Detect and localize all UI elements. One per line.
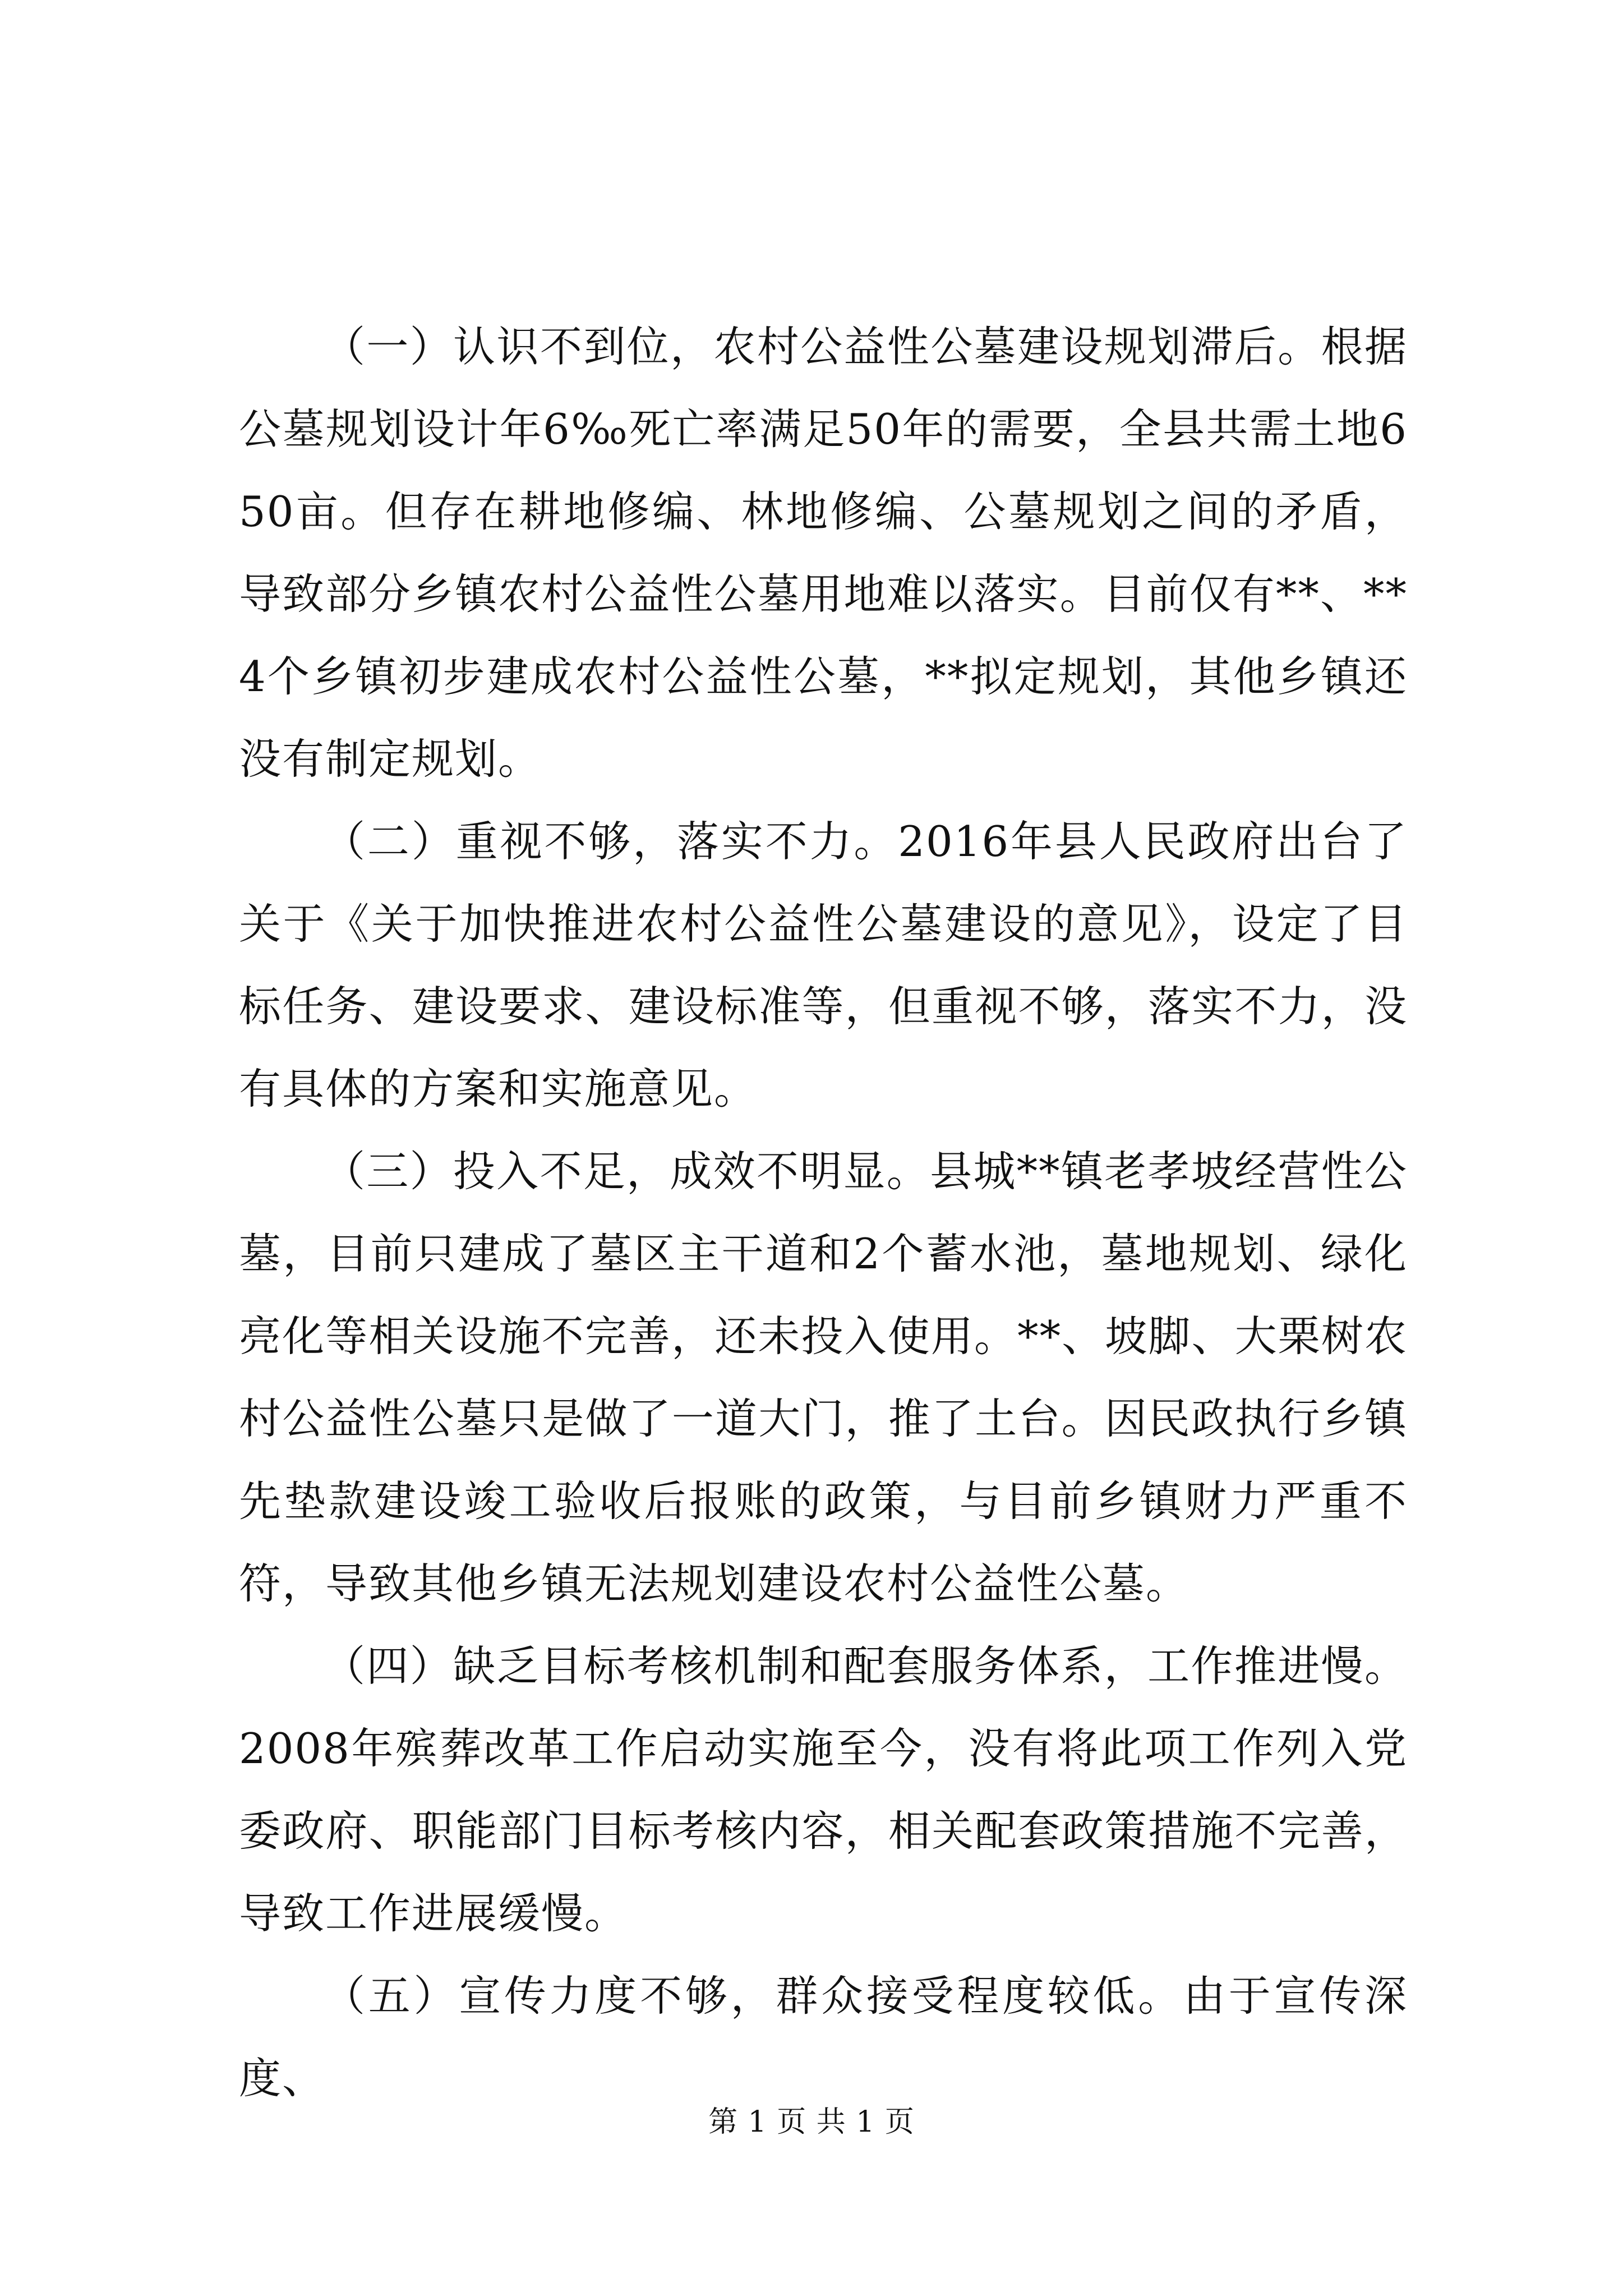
paragraph-2: （二）重视不够，落实不力。2016年县人民政府出台了关于《关于加快推进农村公益性公墓建设的意见》，设定了目标任务、建设要求、建设标准等，但重视不够，落实不力，没有具体的方案和实施意见。: [239, 817, 1408, 1114]
paragraph-5: （五）宣传力度不够，群众接受程度较低。由于宣传深度、: [239, 1971, 1408, 2103]
paragraph-1: （一）认识不到位，农村公益性公墓建设规划滞后。根据公墓规划设计年6‰死亡率满足50年的需要，全县共需土地650亩。但存在耕地修编、林地修编、公墓规划之间的矛盾，导致部分乡镇农村公益性公墓用地难以落实。目前仅有**、**4个乡镇初步建成农村公益性公墓，**拟定规划，其他乡镇还没有制定规划。: [239, 322, 1408, 784]
page-number-label: 第 1 页 共 1 页: [708, 2105, 915, 2139]
page-footer: [0, 2102, 1623, 2142]
paragraph-3: （三）投入不足，成效不明显。县城**镇老孝坡经营性公墓，目前只建成了墓区主干道和2个蓄水池，墓地规划、绿化亮化等相关设施不完善，还未投入使用。**、坡脚、大栗树农村公益性公墓只是做了一道大门，推了土台。因民政执行乡镇先垫款建设竣工验收后报账的政策，与目前乡镇财力严重不符，导致其他乡镇无法规划建设农村公益性公墓。: [239, 1147, 1408, 1608]
paragraph-4: （四）缺乏目标考核机制和配套服务体系，工作推进慢。2008年殡葬改革工作启动实施至今，没有将此项工作列入党委政府、职能部门目标考核内容，相关配套政策措施不完善，导致工作进展缓慢。: [239, 1641, 1408, 1938]
document-body: [239, 306, 1408, 2120]
